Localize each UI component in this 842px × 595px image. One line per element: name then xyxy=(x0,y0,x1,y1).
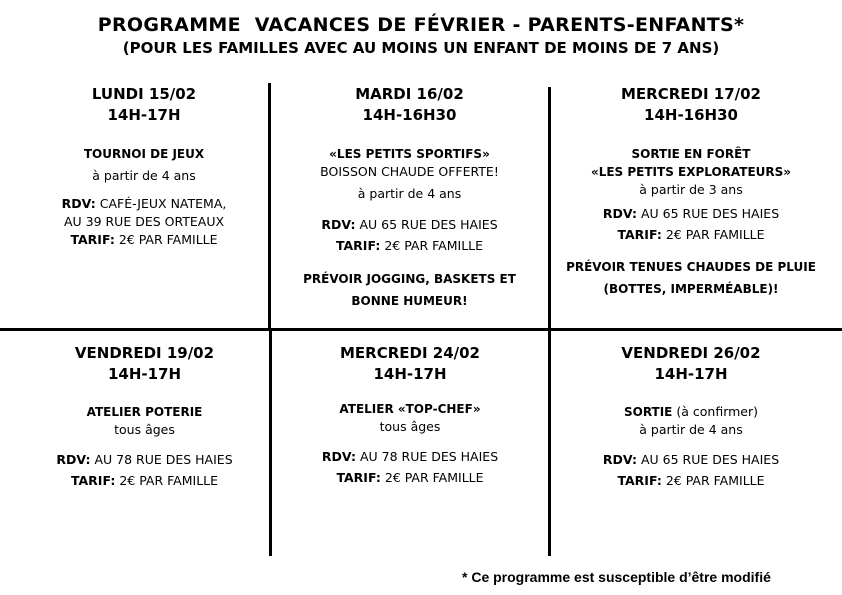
tarif-label: TARIF: xyxy=(336,470,381,485)
tarif-label: TARIF: xyxy=(335,238,381,253)
tarif-label: TARIF: xyxy=(617,227,662,242)
cell-tarif: 2€ PAR FAMILLE xyxy=(384,238,484,253)
cell-age: à partir de 4 ans xyxy=(92,168,196,183)
cell-note-line2: BONNE HUMEUR! xyxy=(351,294,468,308)
schedule-cell-mercredi-24 xyxy=(272,343,548,487)
cell-note: PRÉVOIR TENUES CHAUDES DE PLUIE xyxy=(566,260,816,274)
cell-tarif: 2€ PAR FAMILLE xyxy=(384,470,484,485)
cell-activity: SORTIE EN FORÊT xyxy=(631,147,751,161)
cell-age: à partir de 3 ans xyxy=(639,182,743,197)
cell-hours: 14H-17H xyxy=(654,365,728,383)
schedule-cell-mardi xyxy=(271,84,548,312)
tarif-label: TARIF: xyxy=(70,232,115,247)
cell-age: tous âges xyxy=(114,422,175,437)
tarif-label: TARIF: xyxy=(70,473,116,488)
cell-age: tous âges xyxy=(379,419,441,434)
cell-rdv: CAFÉ-JEUX NATEMA, xyxy=(99,196,227,211)
tarif-label: TARIF: xyxy=(617,473,662,488)
cell-rdv: AU 65 RUE DES HAIES xyxy=(640,452,780,467)
rdv-label: RDV: xyxy=(321,217,356,232)
cell-activity: SORTIE xyxy=(623,405,673,419)
cell-day: VENDREDI 26/02 xyxy=(621,344,761,362)
cell-activity: «LES PETITS SPORTIFS» xyxy=(329,147,490,161)
cell-hours: 14H-17H xyxy=(107,365,182,383)
page-title: PROGRAMME VACANCES DE FÉVRIER - PARENTS-ENFANTS* xyxy=(97,14,745,36)
cell-day: MERCREDI 24/02 xyxy=(339,344,480,362)
cell-activity: ATELIER «TOP-CHEF» xyxy=(339,402,481,416)
cell-rdv: AU 78 RUE DES HAIES xyxy=(94,452,233,467)
cell-rdv: AU 78 RUE DES HAIES xyxy=(359,449,499,464)
cell-tarif: 2€ PAR FAMILLE xyxy=(665,473,765,488)
schedule-cell-vendredi-26 xyxy=(551,343,831,490)
cell-hours: 14H-17H xyxy=(373,365,447,383)
rdv-label: RDV: xyxy=(61,196,96,211)
schedule-cell-lundi xyxy=(20,84,268,249)
rdv-label: RDV: xyxy=(602,452,637,467)
cell-rdv: AU 65 RUE DES HAIES xyxy=(359,217,498,232)
divider-horizontal xyxy=(0,328,842,331)
cell-activity: ATELIER POTERIE xyxy=(86,405,203,419)
cell-day: LUNDI 15/02 xyxy=(91,85,197,103)
rdv-label: RDV: xyxy=(602,206,637,221)
cell-activity: TOURNOI DE JEUX xyxy=(83,147,205,161)
cell-day: VENDREDI 19/02 xyxy=(74,344,215,362)
cell-age: à partir de 4 ans xyxy=(357,186,462,201)
cell-activity-suffix: (à confirmer) xyxy=(676,404,759,419)
cell-hours: 14H-16H30 xyxy=(362,106,457,124)
schedule-cell-mercredi-17 xyxy=(551,84,831,300)
rdv-label: RDV: xyxy=(321,449,356,464)
cell-tarif: 2€ PAR FAMILLE xyxy=(118,232,218,247)
cell-extra: BOISSON CHAUDE OFFERTE! xyxy=(320,164,499,179)
cell-rdv-line2: AU 39 RUE DES ORTEAUX xyxy=(63,214,225,229)
cell-tarif: 2€ PAR FAMILLE xyxy=(119,473,219,488)
rdv-label: RDV: xyxy=(56,452,91,467)
page-subtitle: (POUR LES FAMILLES AVEC AU MOINS UN ENFANT DE MOINS DE 7 ANS) xyxy=(122,39,720,57)
cell-hours: 14H-16H30 xyxy=(644,106,738,124)
cell-tarif: 2€ PAR FAMILLE xyxy=(665,227,765,242)
cell-age: à partir de 4 ans xyxy=(639,422,743,437)
cell-activity-line2: «LES PETITS EXPLORATEURS» xyxy=(590,165,792,179)
cell-note-line2: (BOTTES, IMPERMÉABLE)! xyxy=(603,282,779,296)
schedule-cell-vendredi-19 xyxy=(20,343,269,490)
cell-day: MARDI 16/02 xyxy=(355,85,464,103)
cell-day: MERCREDI 17/02 xyxy=(620,85,761,103)
cell-hours: 14H-17H xyxy=(107,106,181,124)
cell-note: PRÉVOIR JOGGING, BASKETS ET xyxy=(303,272,516,286)
footer-note: * Ce programme est susceptible d’être modifié xyxy=(462,569,771,585)
cell-rdv: AU 65 RUE DES HAIES xyxy=(640,206,780,221)
